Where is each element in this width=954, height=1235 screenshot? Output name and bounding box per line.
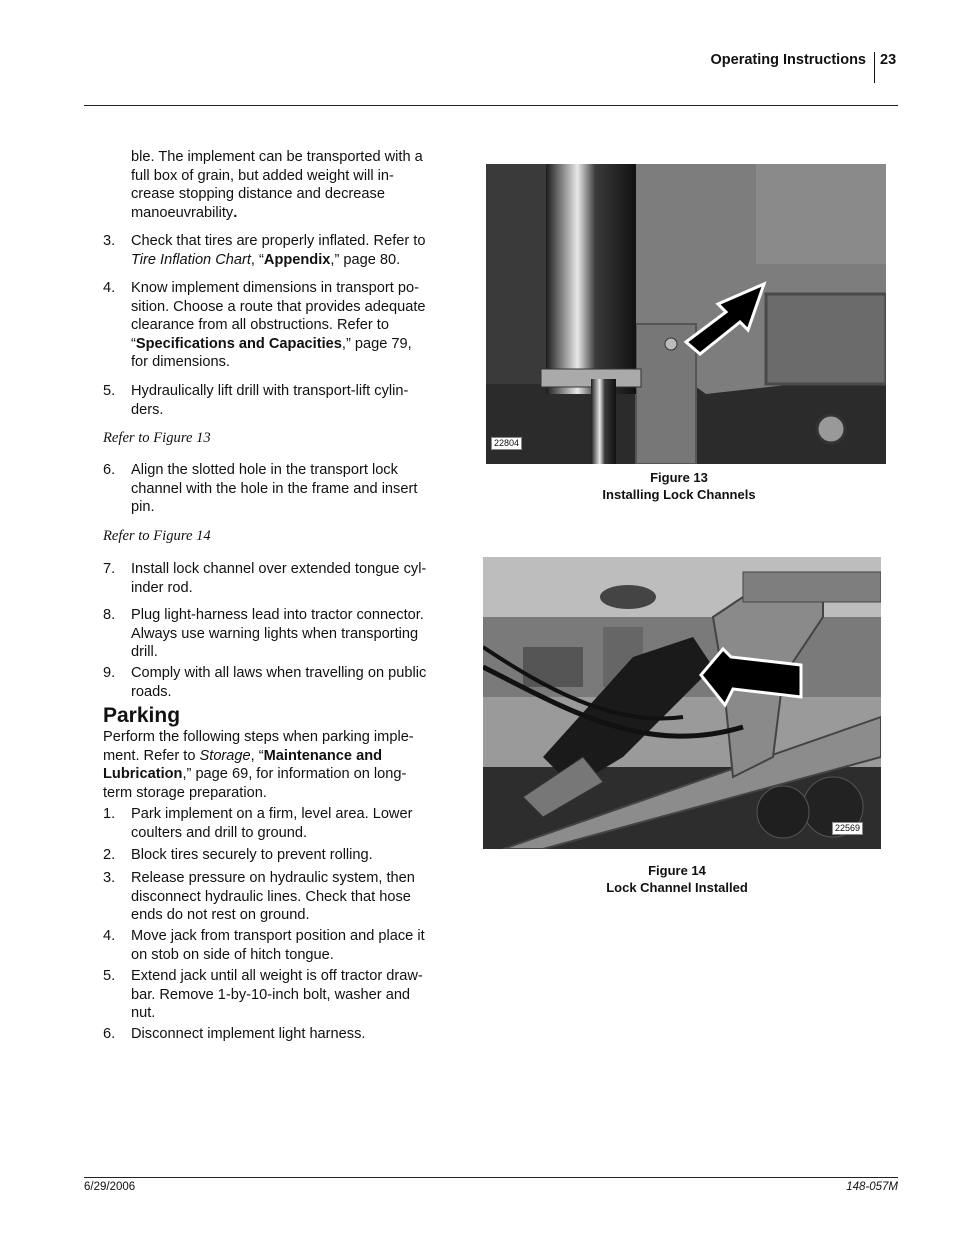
parking-intro: Perform the following steps when parking imple- ment. Refer to Storage, “Maintenance and Lubrication,” page 69, for information on long- term storage preparation. bbox=[103, 729, 414, 801]
list-number: 2. bbox=[103, 847, 116, 863]
list-item: Park implement on a firm, level area. Lower coulters and drill to ground. bbox=[131, 806, 413, 841]
list-item: Extend jack until all weight is off tractor draw- bar. Remove 1-by-10-inch bolt, washer and nut. bbox=[131, 968, 423, 1022]
list-number: 7. bbox=[103, 561, 116, 577]
footer-rule bbox=[84, 1177, 898, 1178]
header-divider bbox=[874, 52, 875, 83]
list-number: 3. bbox=[103, 870, 116, 886]
header-rule bbox=[84, 105, 898, 106]
list-number: 8. bbox=[103, 607, 116, 623]
continued-paragraph: ble. The implement can be transported with a full box of grain, but added weight will in- crease stopping distance and decrease manoeuvrability. bbox=[131, 149, 423, 221]
list-item: Know implement dimensions in transport po- sition. Choose a route that provides adequate clearance from all obstructions. Refer to “Specifications and Capacities,” page 79, for dimensions. bbox=[131, 280, 426, 371]
list-number: 5. bbox=[103, 968, 116, 984]
figure-14-illustration bbox=[483, 557, 881, 849]
list-item: Release pressure on hydraulic system, then disconnect hydraulic lines. Check that hose ends do not rest on ground. bbox=[131, 870, 415, 924]
list-item: Plug light-harness lead into tractor connector. Always use warning lights when transporting drill. bbox=[131, 607, 424, 661]
figure-13-illustration bbox=[486, 164, 886, 464]
page-number: 23 bbox=[880, 52, 897, 68]
photo-id-tag: 22804 bbox=[491, 437, 522, 450]
list-item: Hydraulically lift drill with transport-lift cylin- ders. bbox=[131, 383, 409, 418]
list-number: 3. bbox=[103, 233, 116, 249]
footer-date: 6/29/2006 bbox=[84, 1181, 136, 1193]
list-item: Install lock channel over extended tongue cyl- inder rod. bbox=[131, 561, 427, 596]
figure-13-photo bbox=[486, 164, 886, 464]
running-header-section: Operating Instructions bbox=[710, 52, 866, 68]
list-number: 6. bbox=[103, 1026, 116, 1042]
figure-reference: Refer to Figure 13 bbox=[103, 430, 211, 446]
list-number: 6. bbox=[103, 462, 116, 478]
list-item: Align the slotted hole in the transport lock channel with the hole in the frame and insert pin. bbox=[131, 462, 418, 516]
section-heading-parking: Parking bbox=[103, 704, 181, 727]
footer-doc-number: 148-057M bbox=[846, 1181, 898, 1193]
list-item: Disconnect implement light harness. bbox=[131, 1026, 366, 1042]
list-item: Comply with all laws when travelling on public roads. bbox=[131, 665, 427, 700]
list-number: 1. bbox=[103, 806, 116, 822]
figure-13-caption: Figure 13 Installing Lock Channels bbox=[602, 470, 756, 502]
list-number: 4. bbox=[103, 928, 116, 944]
list-number: 9. bbox=[103, 665, 116, 681]
list-item: Block tires securely to prevent rolling. bbox=[131, 847, 373, 863]
figure-14-photo bbox=[483, 557, 881, 849]
photo-id-tag: 22569 bbox=[832, 822, 863, 835]
list-number: 4. bbox=[103, 280, 116, 296]
figure-reference: Refer to Figure 14 bbox=[103, 528, 211, 544]
list-number: 5. bbox=[103, 383, 116, 399]
list-item: Check that tires are properly inflated. Refer to Tire Inflation Chart, “Appendix,” page 80. bbox=[131, 233, 426, 268]
figure-14-caption: Figure 14 Lock Channel Installed bbox=[606, 863, 748, 895]
list-item: Move jack from transport position and place it on stob on side of hitch tongue. bbox=[131, 928, 425, 963]
